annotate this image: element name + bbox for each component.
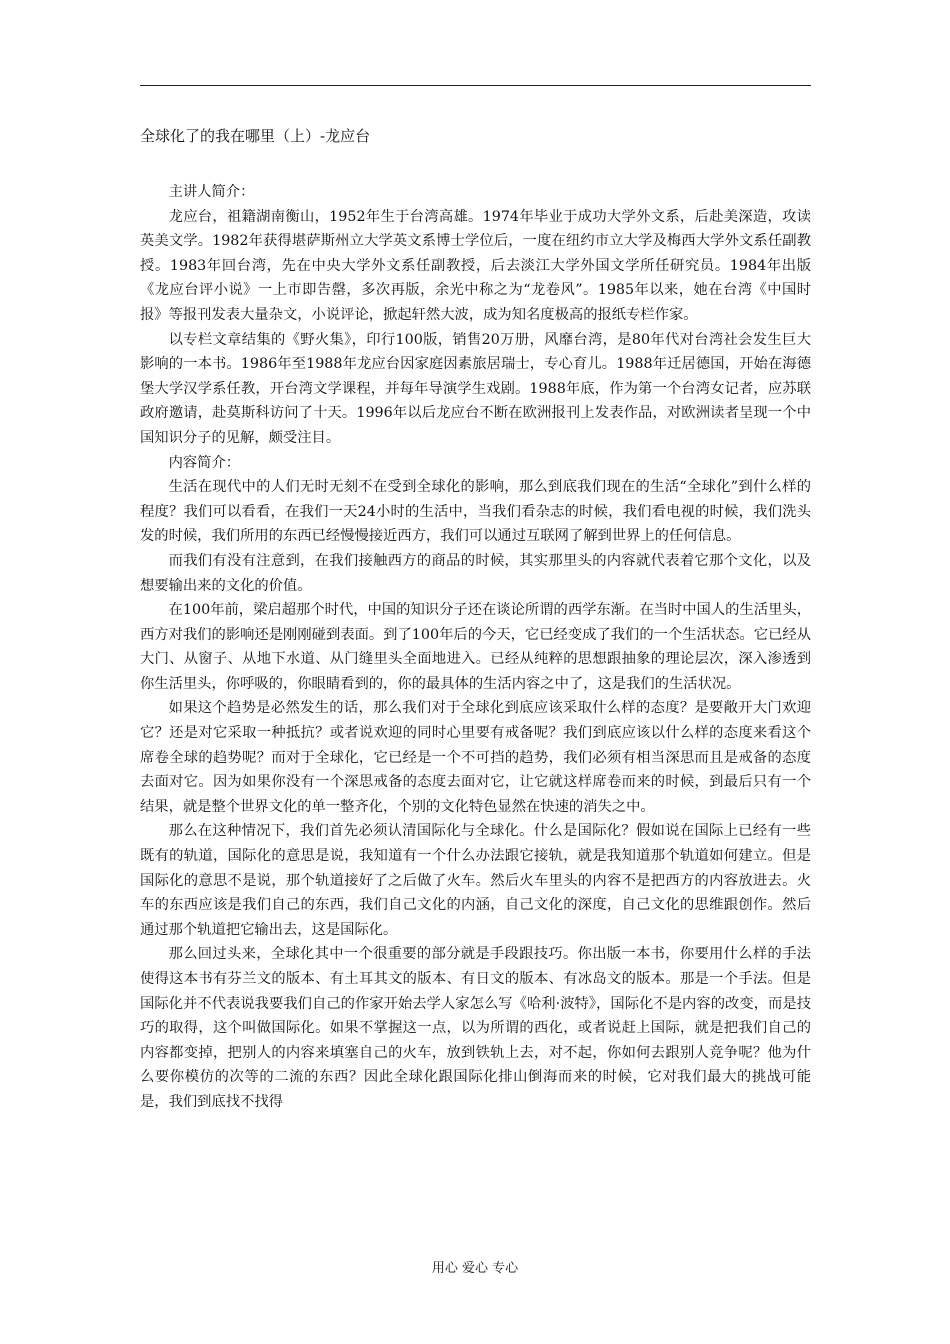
- content-paragraph-1: 生活在现代中的人们无时无刻不在受到全球化的影响，那么到底我们现在的生活“全球化”到什么样的程度？我们可以看看，在我们一天24小时的生活中，当我们看杂志的时候，我们看电视的时候，我们洗头发的时候，我们所用的东西已经慢慢接近西方，我们可以通过互联网了解到世界上的任何信息。: [140, 479, 811, 545]
- speaker-paragraph-2: 以专栏文章结集的《野火集》，印行100版，销售20万册，风靡台湾，是80年代对台湾社会发生巨大影响的一本书。1986年至1988年龙应台因家庭因素旅居瑞士，专心育儿。1988年迁居德国，开始在海德堡大学汉学系任教，开台湾文学课程，并每年导演学生戏剧。1988年底，作为第一个台湾女记者，应苏联政府邀请，赴莫斯科访问了十天。1996年以后龙应台不断在欧洲报刊上发表作品，对欧洲读者呈现一个中国知识分子的见解，颇受注目。: [140, 331, 811, 446]
- content-paragraph-6: 那么回过头来，全球化其中一个很重要的部分就是手段跟技巧。你出版一本书，你要用什么样的手法使得这本书有芬兰文的版本、有土耳其文的版本、有日文的版本、有冰岛文的版本。那是一个手法。但是国际化并不代表说我要我们自己的作家开始去学人家怎么写《哈利·波特》，国际化不是内容的改变，而是技巧的取得，这个叫做国际化。如果不掌握这一点，以为所谓的西化，或者说赶上国际，就是把我们自己的内容都变掉，把别人的内容来填塞自己的火车，放到铁轨上去，对不起，你如何去跟别人竞争呢？他为什么要你模仿的次等的二流的东西？因此全球化跟国际化排山倒海而来的时候，它对我们最大的挑战可能是，我们到底找不找得: [140, 946, 811, 1110]
- speaker-heading: 主讲人简介：: [168, 184, 255, 200]
- content-paragraph-5: 那么在这种情况下，我们首先必须认清国际化与全球化。什么是国际化？假如说在国际上已经有一些既有的轨道，国际化的意思是说，我知道有一个什么办法跟它接轨，就是我知道那个轨道如何建立。但是国际化的意思不是说，那个轨道接好了之后做了火车。然后火车里头的内容不是把西方的内容放进去。火车的东西应该是我们自己的东西，我们自己文化的内涵，自己文化的深度，自己文化的思维跟创作。然后通过那个轨道把它输出去，这是国际化。: [140, 823, 811, 938]
- page-footer: 用心 爱心 专心: [431, 1261, 519, 1276]
- content-heading: 内容简介：: [168, 454, 241, 471]
- content-paragraph-3: 在100年前，梁启超那个时代，中国的知识分子还在谈论所谓的西学东渐。在当时中国人的生活里头，西方对我们的影响还是刚刚碰到表面。到了100年后的今天，它已经变成了我们的一个生活状态。它已经从大门、从窗子、从地下水道、从门缝里头全面地进入。已经从纯粹的思想跟抽象的理论层次，深入渗透到你生活里头，你呼吸的，你眼睛看到的，你的最具体的生活内容之中了，这是我们的生活状况。: [140, 602, 811, 692]
- document-title: 全球化了的我在哪里（上）-龙应台: [140, 127, 371, 145]
- content-paragraph-4: 如果这个趋势是必然发生的话，那么我们对于全球化到底应该采取什么样的态度？是要敞开大门欢迎它？还是对它采取一种抵抗？或者说欢迎的同时心里要有戒备呢？我们到底应该以什么样的态度来看这个席卷全球的趋势呢？而对于全球化，它已经是一个不可挡的趋势，我们必须有相当深思而且是戒备的态度去面对它。因为如果你没有一个深思戒备的态度去面对它，让它就这样席卷而来的时候，到最后只有一个结果，就是整个世界文化的单一整齐化，个别的文化特色显然在快速的消失之中。: [140, 700, 811, 815]
- document-body: [140, 180, 811, 1115]
- header-rule: [140, 85, 811, 86]
- content-paragraph-2: 而我们有没有注意到，在我们接触西方的商品的时候，其实那里头的内容就代表着它那个文化，以及想要输出来的文化的价值。: [140, 552, 811, 594]
- speaker-paragraph-1: 龙应台，祖籍湖南衡山，1952年生于台湾高雄。1974年毕业于成功大学外文系，后赴美深造，攻读英美文学。1982年获得堪萨斯州立大学英文系博士学位后，一度在纽约市立大学及梅西大学外文系任副教授。1983年回台湾，先在中央大学外文系任副教授，后去淡江大学外国文学所任研究员。1984年出版《龙应台评小说》一上市即告罄，多次再版，余光中称之为“龙卷风”。1985年以来，她在台湾《中国时报》等报刊发表大量杂文，小说评论，掀起轩然大波，成为知名度极高的报纸专栏作家。: [140, 208, 811, 323]
